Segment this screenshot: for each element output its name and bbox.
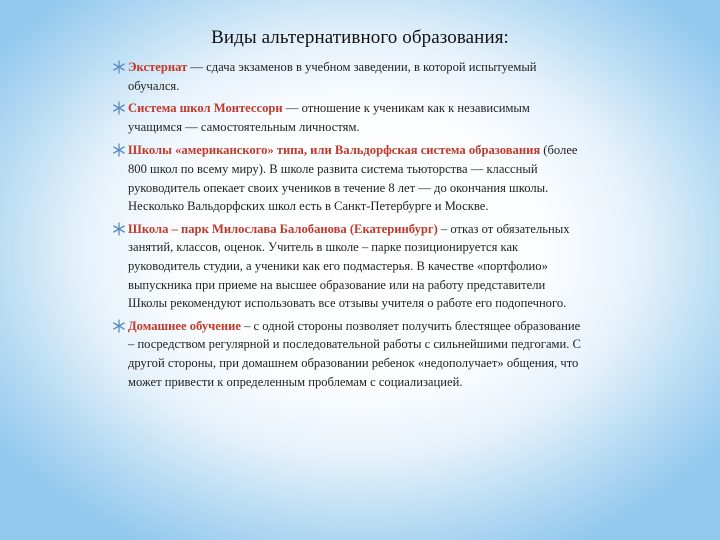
item-text: – с одной стороны позволяет получить блестящее образование – посредством регулярной и последовательной работы с сильнейшими педгогами. С другой стороны, при домашнем образовании ребенок «недополучает» общения, что может привести к определенным проблемам с социализацией. bbox=[128, 318, 581, 389]
list-item bbox=[112, 317, 582, 391]
item-term: Школы «американского» типа, или Вальдорфская система образования bbox=[128, 143, 541, 158]
item-text: — отношение к ученикам как к независимым учащимся — самостоятельным личностям. bbox=[128, 101, 530, 134]
bullet-list bbox=[112, 58, 582, 391]
asterisk-icon bbox=[112, 319, 126, 333]
list-item bbox=[112, 220, 582, 313]
item-term: Система школ Монтессори bbox=[128, 101, 283, 116]
list-item bbox=[112, 58, 582, 95]
list-item bbox=[112, 99, 582, 136]
slide-title: Виды альтернативного образования: bbox=[211, 27, 509, 48]
item-text: (более 800 школ по всему миру). В школе развита система тьюторства — классный руководитель опекает своих учеников в течение 8 лет — до окончания школы. Несколько Вальдорфских школ есть в Санкт-Петербурге и Москве. bbox=[128, 143, 578, 214]
item-term: Домашнее обучение bbox=[128, 318, 241, 333]
item-text: – отказ от обязательных занятий, классов, оценок. Учитель в школе – парке позиционируется как руководитель студии, а ученики как его подмастерья. В качестве «портфолио» выпускника при приеме на высшее образование или на работу представители Школы рекомендуют использовать все отзывы учителя о работе его подопечного. bbox=[128, 221, 570, 311]
asterisk-icon bbox=[112, 101, 126, 115]
item-term: Экстернат bbox=[128, 60, 188, 74]
item-term: Школа – парк Милослава Балобанова (Екатеринбург) bbox=[128, 221, 438, 236]
asterisk-icon bbox=[112, 60, 126, 74]
item-text: — сдача экзаменов в учебном заведении, в которой испытуемый обучался. bbox=[128, 60, 537, 93]
list-item bbox=[112, 141, 582, 215]
asterisk-icon bbox=[112, 222, 126, 236]
asterisk-icon bbox=[112, 143, 126, 157]
